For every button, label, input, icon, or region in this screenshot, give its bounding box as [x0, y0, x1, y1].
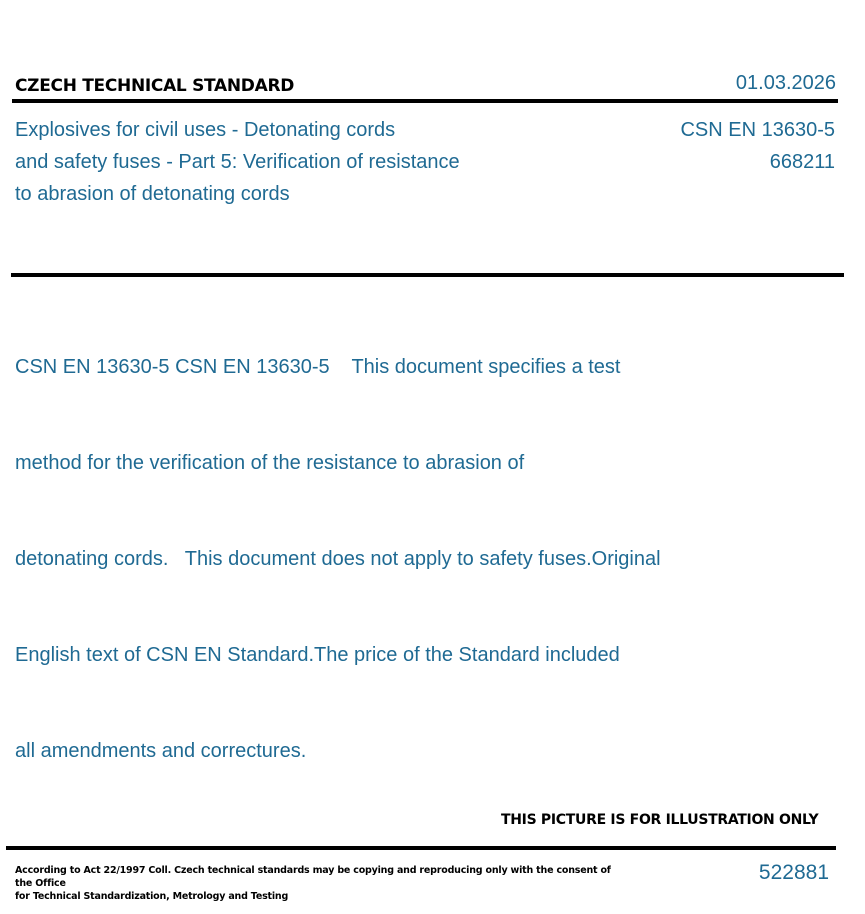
document-number: 522881: [758, 861, 829, 884]
middle-divider: [11, 273, 844, 277]
legal-line: for Technical Standardization, Metrology and Testing: [15, 891, 289, 902]
publication-date: 01.03.2026: [735, 72, 836, 94]
description-line: English text of CSN EN Standard.The price of the Standard included: [15, 644, 620, 666]
description-line: detonating cords. This document does not apply to safety fuses.Original: [15, 548, 661, 570]
bottom-divider: [6, 846, 836, 850]
description-line: method for the verification of the resistance to abrasion of: [15, 452, 525, 474]
standard-code: CSN EN 13630-5: [680, 119, 835, 141]
standard-title: [15, 114, 535, 210]
title-line: to abrasion of detonating cords: [15, 183, 290, 205]
header-label: CZECH TECHNICAL STANDARD: [15, 76, 295, 96]
title-line: and safety fuses - Part 5: Verification of resistance: [15, 151, 460, 173]
standard-codes: [680, 114, 835, 178]
description: [15, 287, 735, 799]
legal-notice: [15, 864, 615, 903]
class-number: 668211: [769, 151, 835, 173]
illustration-note: THIS PICTURE IS FOR ILLUSTRATION ONLY: [501, 812, 819, 828]
legal-line: According to Act 22/1997 Coll. Czech technical standards may be copying and reproducing only with the consent of the Office: [15, 865, 611, 889]
top-divider: [12, 99, 838, 103]
description-line: all amendments and correctures.: [15, 740, 307, 762]
title-line: Explosives for civil uses - Detonating cords: [15, 119, 396, 141]
description-line: CSN EN 13630-5 CSN EN 13630-5 This document specifies a test: [15, 356, 621, 378]
